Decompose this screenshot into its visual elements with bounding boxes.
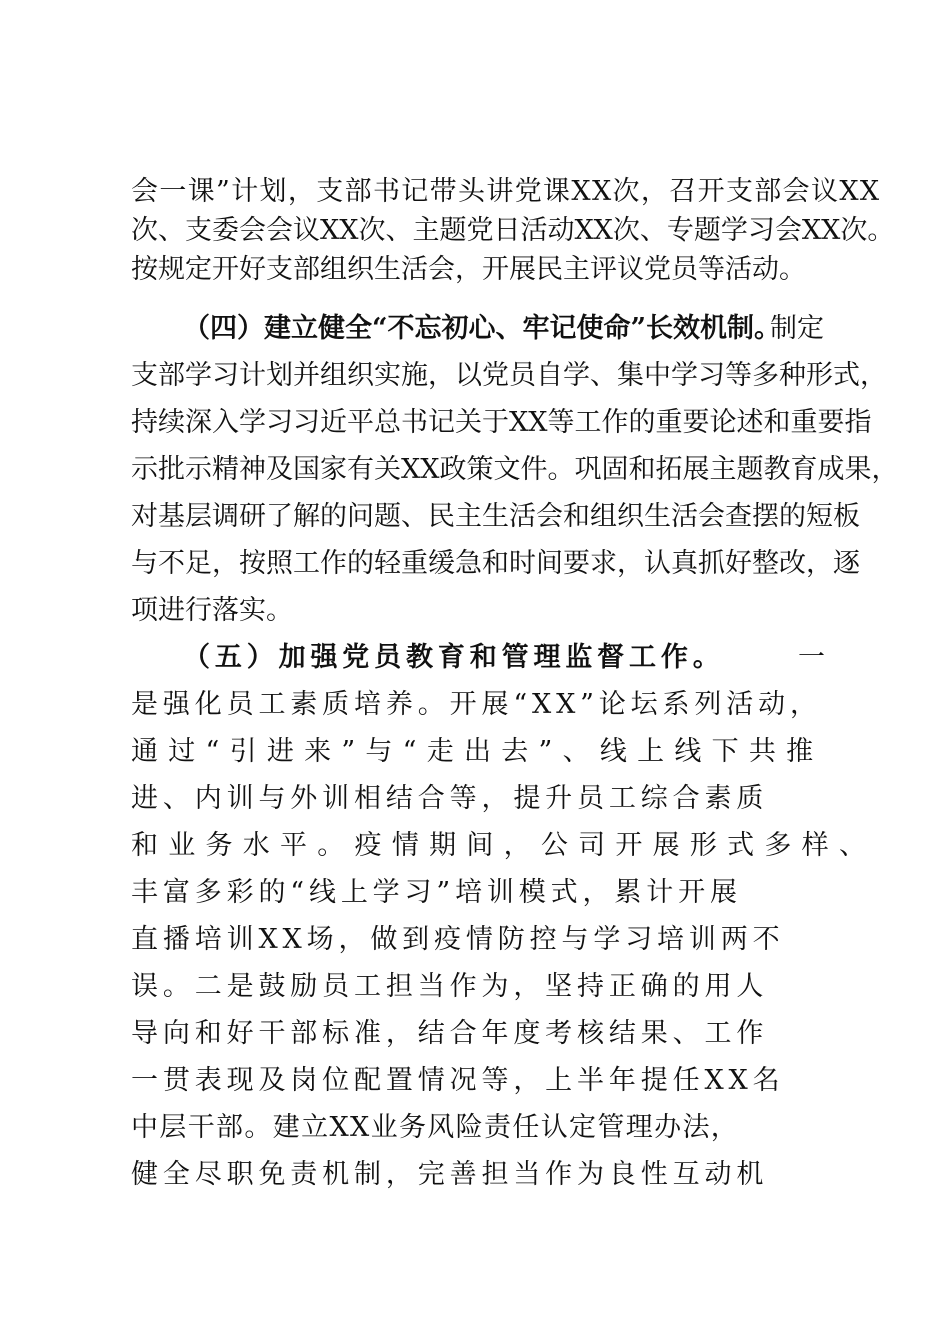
text-line: 进、内训与外训相结合等，提升员工综合素质 bbox=[131, 783, 769, 814]
text-line: 会一课”计划，支部书记带头讲党课XX次，召开支部会议XX bbox=[131, 176, 881, 207]
text-line: 制定 bbox=[770, 313, 824, 344]
text-line: 是强化员工素质培养。开展“XX”论坛系列活动， bbox=[131, 689, 822, 720]
text-line: 一 bbox=[798, 642, 825, 673]
text-line: 中层干部。建立XX业务风险责任认定管理办法， bbox=[131, 1112, 740, 1143]
section-heading-five: （五）加强党员教育和管理监督工作。 bbox=[183, 642, 725, 673]
text-line: 持续深入学习习近平总书记关于XX等工作的重要论述和重要指 bbox=[131, 407, 872, 438]
section-heading-four: （四）建立健全“不忘初心、牢记使命”长效机制。 bbox=[183, 313, 782, 344]
text-line: 和业务水平。疫情期间，公司开展形式多样、 bbox=[131, 830, 877, 861]
text-line: 次、支委会会议XX次、主题党日活动XX次、专题学习会XX次。 bbox=[131, 215, 895, 246]
text-line: 丰富多彩的“线上学习”培训模式，累计开展 bbox=[131, 877, 742, 908]
text-line: 一贯表现及岗位配置情况等，上半年提任XX名 bbox=[131, 1065, 785, 1096]
text-line: 按规定开好支部组织生活会，开展民主评议党员等活动。 bbox=[131, 254, 806, 285]
text-line: 直播培训XX场，做到疫情防控与学习培训两不 bbox=[131, 924, 785, 955]
text-line: 与不足，按照工作的轻重缓急和时间要求，认真抓好整改，逐 bbox=[131, 548, 860, 579]
text-line: 误。二是鼓励员工担当作为，坚持正确的用人 bbox=[131, 971, 769, 1002]
text-line: 项进行落实。 bbox=[131, 595, 293, 626]
text-line: 通过“引进来”与“走出去”、线上线下共推 bbox=[131, 736, 824, 767]
text-line: 健全尽职免责机制，完善担当作为良性互动机 bbox=[131, 1159, 769, 1190]
text-line: 示批示精神及国家有关XX政策文件。巩固和拓展主题教育成果， bbox=[131, 454, 899, 485]
text-line: 对基层调研了解的问题、民主生活会和组织生活会查摆的短板 bbox=[131, 501, 860, 532]
text-line: 导向和好干部标准，结合年度考核结果、工作 bbox=[131, 1018, 769, 1049]
text-line: 支部学习计划并组织实施，以党员自学、集中学习等多种形式， bbox=[131, 360, 887, 391]
